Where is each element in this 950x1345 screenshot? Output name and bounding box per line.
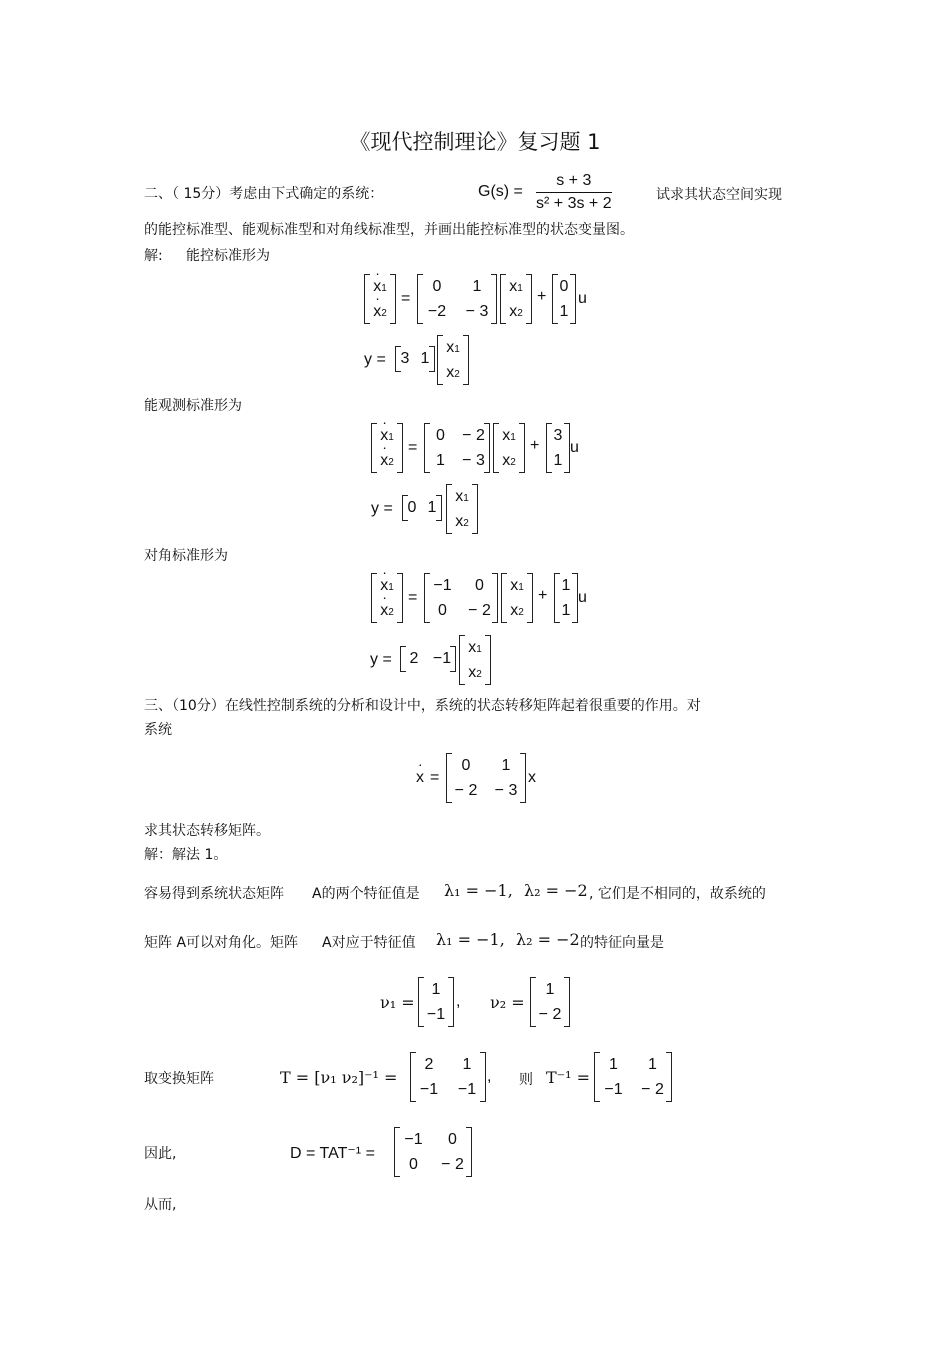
q3-x: x	[528, 769, 536, 786]
gs-label: G(s) =	[478, 183, 523, 200]
v2-label: ν₂ =	[490, 993, 525, 1012]
comma: ,	[487, 1068, 492, 1085]
equals-sign: =	[430, 769, 440, 786]
then-label: 则	[519, 1072, 533, 1088]
obs-y-label: y =	[371, 500, 393, 517]
diag-a-matrix: −1 0 0 − 2	[424, 573, 498, 623]
diag-xdot-vector: · x1 · x2	[371, 573, 403, 623]
obs-b-vector: 3 1	[546, 423, 570, 473]
ctrl-c-row: 3 1	[395, 346, 435, 372]
gs-fraction	[536, 172, 612, 213]
ctrl-b-vector: 0 1	[552, 274, 576, 324]
tinv-matrix: 1 1 −1 − 2	[594, 1052, 672, 1102]
v2-vector: 1 − 2	[530, 977, 570, 1027]
t-matrix: 2 1 −1 −1	[410, 1052, 486, 1102]
q3-prompt2: 系统	[144, 722, 172, 738]
ctrl-x-vector: x1 x2	[500, 274, 532, 324]
therefore-label: 因此,	[144, 1146, 177, 1162]
tinv-label: T⁻¹ =	[546, 1068, 591, 1087]
obs-a-matrix: 0 − 2 1 − 3	[424, 423, 490, 473]
observable-heading: 能观测标准形为	[144, 398, 242, 414]
ctrl-a-matrix: 0 1 −2 − 3	[417, 274, 497, 324]
eig-text3: , 它们是不相同的，故系统的	[589, 886, 766, 902]
plus-sign: +	[538, 587, 548, 604]
t-label: T = [ν₁ ν₂]⁻¹ =	[280, 1068, 398, 1087]
v1-label: ν₁ =	[380, 993, 415, 1012]
x2-dot: · x2	[373, 303, 387, 321]
ctrl-xdot-vector	[364, 274, 396, 324]
input-u: u	[578, 589, 587, 606]
q3-ask: 求其状态转移矩阵。	[144, 823, 270, 839]
gs-denominator: s² + 3s + 2	[536, 195, 612, 212]
obs-c-row: 0 1	[402, 495, 442, 521]
gs-numerator: s + 3	[536, 172, 612, 193]
v1-vector: 1 −1	[418, 977, 454, 1027]
q3-xdot: · x	[416, 769, 950, 787]
plus-sign: +	[530, 437, 540, 454]
q2-prompt: 二、（ 15分）考虑由下式确定的系统：	[144, 186, 384, 202]
ctrl-output-x-vector: x1 x2	[437, 335, 469, 385]
diagonal-heading: 对角标准形为	[144, 548, 228, 564]
thus-label: 从而,	[144, 1197, 177, 1213]
q3-prompt: 三、（10分）在线性控制系统的分析和设计中，系统的状态转移矩阵起着很重要的作用。对	[144, 698, 701, 714]
q3-method: 解：解法 1。	[144, 847, 228, 863]
lambda2: λ₂ = −2	[524, 881, 588, 900]
equals-sign: =	[408, 589, 418, 606]
eig-text2: A的两个特征值是	[312, 886, 420, 902]
diag-text3: 的特征向量是	[580, 935, 664, 951]
lambda1: λ₁ = −1,	[444, 881, 513, 900]
diag-b-vector: 1 1	[554, 573, 578, 623]
input-u: u	[570, 439, 579, 456]
plus-sign: +	[537, 288, 547, 305]
diag-c-row: 2 −1	[400, 646, 456, 672]
d-label: D = TAT⁻¹ =	[290, 1145, 375, 1162]
input-u: u	[578, 290, 587, 307]
diag-lambda1: λ₁ = −1,	[436, 930, 505, 949]
solution-label: 解:	[144, 248, 163, 264]
q3-a-matrix: 0 1 − 2 − 3	[446, 753, 526, 803]
q2-line2: 的能控标准型、能观标准型和对角线标准型，并画出能控标准型的状态变量图。	[144, 222, 634, 238]
diag-x-vector: x1 x2	[501, 573, 533, 623]
transform-label: 取变换矩阵	[144, 1071, 214, 1087]
eig-text1: 容易得到系统状态矩阵	[144, 886, 284, 902]
diag-y-label: y =	[370, 651, 392, 668]
page-title: 《现代控制理论》复习题 1	[349, 130, 601, 154]
diag-text1: 矩阵 A可以对角化。矩阵	[144, 935, 299, 951]
obs-output-x-vector: x1 x2	[446, 484, 478, 534]
d-matrix: −1 0 0 − 2	[394, 1127, 472, 1177]
diag-output-x-vector: x1 x2	[459, 635, 491, 685]
q2-prompt-tail: 试求其状态空间实现	[656, 187, 782, 203]
equals-sign: =	[401, 290, 411, 307]
controllable-heading: 能控标准形为	[186, 248, 270, 264]
comma: ,	[456, 993, 461, 1010]
ctrl-y-label: y =	[364, 351, 386, 368]
equals-sign: =	[408, 439, 418, 456]
diag-lambda2: λ₂ = −2	[516, 930, 580, 949]
x1-dot: · x1	[373, 278, 387, 296]
diag-text2: A对应于特征值	[322, 935, 416, 951]
obs-xdot-vector: · x1 · x2	[371, 423, 403, 473]
obs-x-vector: x1 x2	[493, 423, 525, 473]
